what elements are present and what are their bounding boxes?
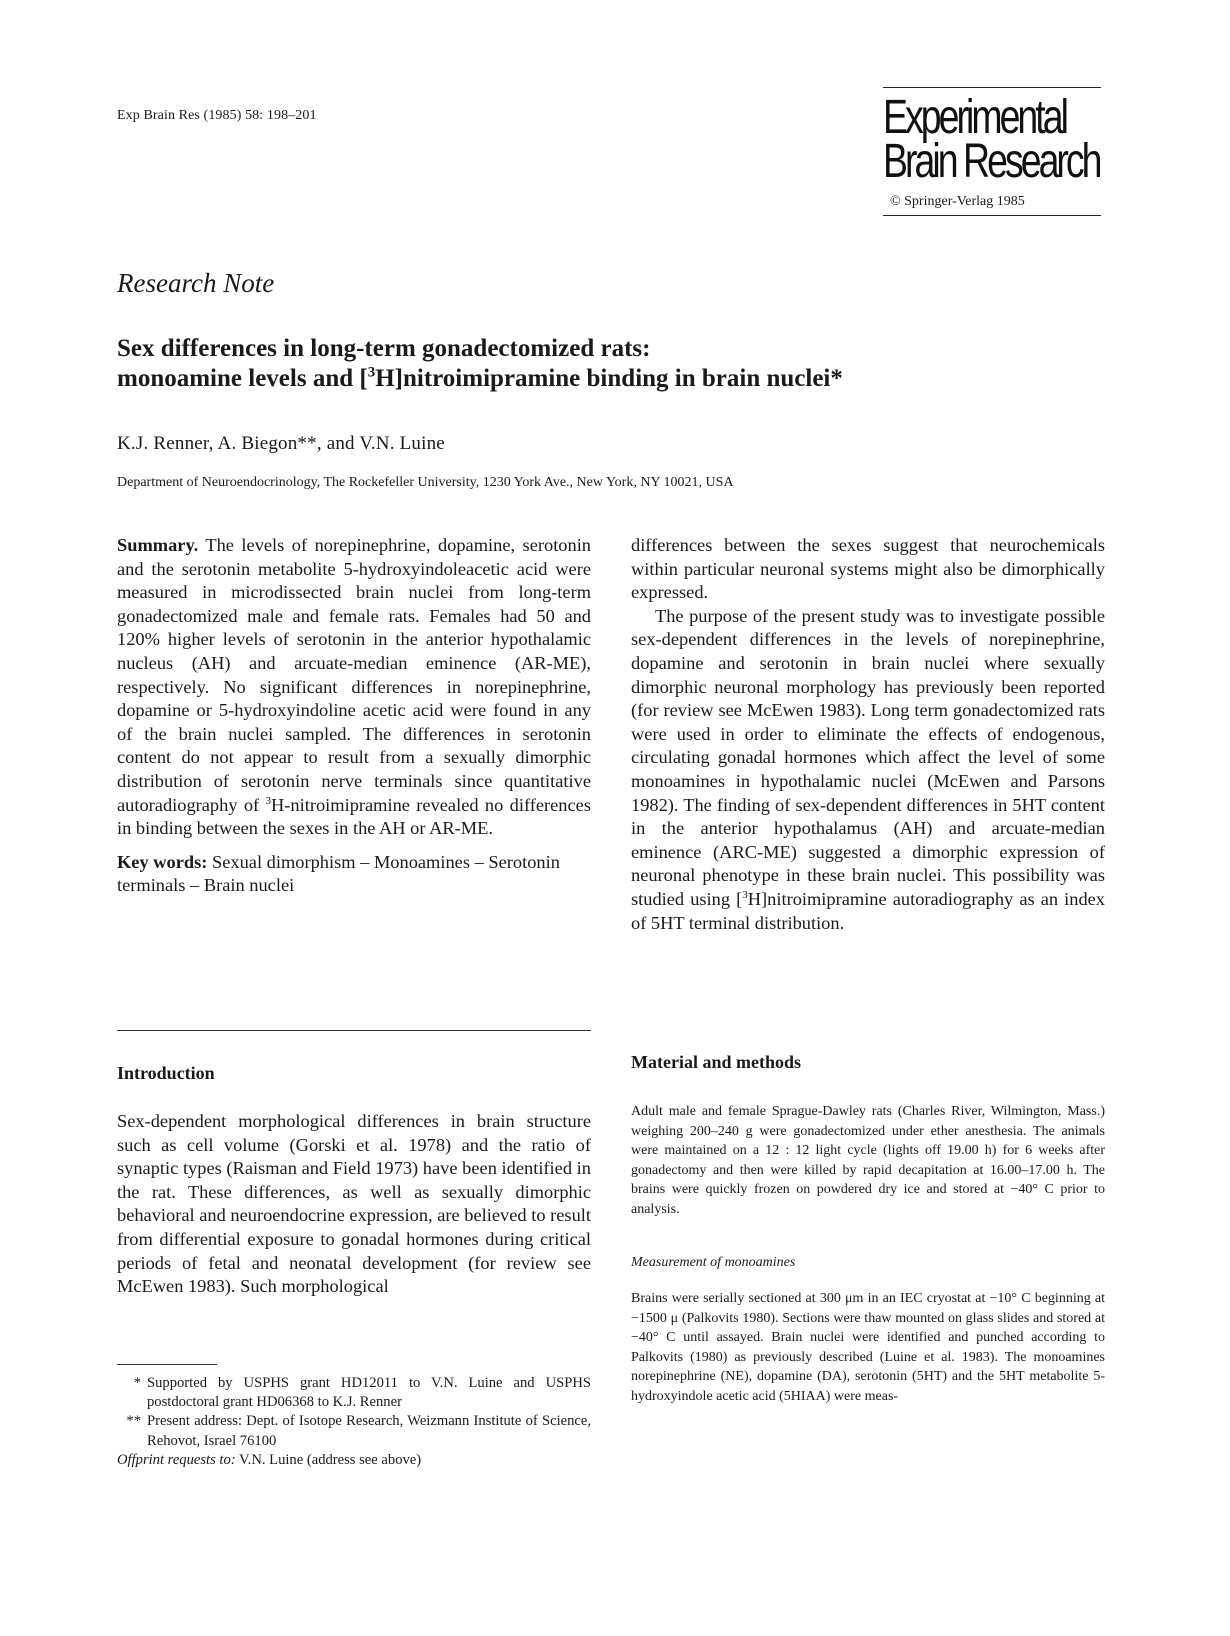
publisher-copyright: © Springer-Verlag 1985 [890,194,1025,209]
footnote-rule [117,1364,217,1365]
methods-paragraph-1: Adult male and female Sprague-Dawley rats (Charles River, Wilmington, Mass.) weighing 200–240 g were gonadectomized under ether anesthesia. The animals were maintained on a 12 : 12 light cycle (lights off 19.00 h) for 6 weeks after gonadectomy and then were killed by rapid decapitation at 16.00–17.00 h. The brains were quickly frozen on powdered dry ice and stored at −40° C prior to analysis. [631,1104,1105,1217]
title-line-1: Sex differences in long-term gonadectomized rats: [117,335,651,362]
logo-bottom-rule [883,215,1101,216]
purpose-text: H]nitroimipramine autoradiography as an index of 5HT terminal distribution. [631,888,1105,933]
purpose-paragraph [631,605,1105,935]
introduction-paragraph: Sex-dependent morphological differences in brain structure such as cell volume (Gorski et al. 1978) and the ratio of synaptic types (Raisman and Field 1973) have been identified in the rat. These differences, as well as sexually dimorphic behavioral and neuroendocrine expression, are believed to result from differential exposure to gonadal hormones during critical periods of fetal and neonatal development (for review see McEwen 1983). Such morphological [117,1111,591,1297]
journal-citation: Exp Brain Res (1985) 58: 198–201 [117,108,317,123]
summary-label: Summary. [117,535,199,555]
footnote-text: Supported by USPHS grant HD12011 to V.N. Luine and USPHS postdoctoral grant HD06368 to K.J. Renner [147,1375,591,1411]
title-text: monoamine levels and [ [117,365,368,392]
keywords-text: Sexual dimorphism – Monoamines – Serotonin terminals – Brain nuclei [117,851,560,896]
footnote-mark: ** [126,1413,141,1430]
footnote-2 [117,1412,591,1450]
summary-text: The levels of norepinephrine, dopamine, serotonin and the serotonin metabolite 5-hydroxyindoleacetic acid were measured in microdissected brain nuclei from long-term gonadectomized male and female rats. Females had 50 and 120% higher levels of serotonin in the anterior hypothalamic nucleus (AH) and arcuate-median eminence (AR-ME), respectively. No significant differences in norepinephrine, dopamine or 5-hydroxyindoline acetic acid were found in any of the brain nuclei sampled. The differences in serotonin content do not appear to result from a sexually dimorphic distribution of serotonin nerve terminals since quantitative autoradiography of [117,535,591,815]
title-superscript: 3 [367,364,376,381]
purpose-text: The purpose of the present study was to investigate possible sex-dependent differences in the levels of norepinephrine, dopamine and serotonin in brain nuclei where sexually dimorphic neuronal morphology has previously been reported (for review see McEwen 1983). Long term gonadectomized rats were used in order to eliminate the effects of endogenous, circulating gonadal hormones which affect the level of some monoamines in hypothalamic nuclei (McEwen and Parsons 1982). The finding of sex-dependent differences in 5HT content in the anterior hypothalamus (AH) and arcuate-median eminence (ARC-ME) suggested a dimorphic expression of neuronal phenotype in these brain nuclei. This possibility was studied using [ [631,605,1105,909]
affiliation: Department of Neuroendocrinology, The Rockefeller University, 1230 York Ave., New York, NY 10021, USA [117,475,734,490]
section-type: Research Note [117,268,275,298]
summary-text: H-nitroimipramine revealed no differences in binding between the sexes in the AH or AR-ME. [117,794,591,839]
footnote-1 [117,1374,591,1412]
intro-continued-paragraph: differences between the sexes suggest that neurochemicals within particular neuronal systems might also be dimorphically expressed. [631,535,1105,603]
right-column-intro [631,534,1105,935]
journal-logo-line2: Brain Research [883,135,1100,188]
keywords-paragraph [117,851,591,898]
offprint-text: V.N. Luine (address see above) [235,1451,422,1468]
article-title [117,334,1117,394]
introduction-section [117,1110,591,1299]
methods-paragraph-2: Brains were serially sectioned at 300 μm in an IEC cryostat at −10° C beginning at −1500 μ (Palkovits 1980). Sections were thaw mounted on glass slides and stored at −40° C until assayed. Brain nuclei were identified and punched according to Palkovits (1980) as previously described (Luine et al. 1983). The monoamines norepinephrine (NE), dopamine (DA), serotonin (5HT) and the 5HT metabolite 5-hydroxyindole acetic acid (5HIAA) were meas- [631,1291,1105,1404]
offprint-request [117,1451,591,1470]
offprint-label: Offprint requests to: [117,1451,236,1468]
title-line-2 [117,364,1117,394]
methods-section [631,1102,1105,1406]
footnote-mark: * [133,1375,141,1391]
footnote-text: Present address: Dept. of Isotope Research, Weizmann Institute of Science, Rehovot, Israel 76100 [147,1413,591,1449]
introduction-heading: Introduction [117,1063,215,1083]
methods-heading: Material and methods [631,1052,801,1072]
footnotes [117,1374,591,1470]
logo-top-rule [883,87,1101,88]
journal-logo-line1: Experimental [883,91,1066,144]
summary-paragraph [117,534,591,841]
summary-section [117,534,591,898]
title-text: H]nitroimipramine binding in brain nuclei* [375,365,843,392]
authors: K.J. Renner, A. Biegon**, and V.N. Luine [117,433,445,454]
methods-subheading: Measurement of monoamines [631,1255,796,1270]
keywords-label: Key words: [117,851,208,872]
summary-superscript: 3 [265,794,272,807]
summary-divider [117,1030,591,1031]
purpose-superscript: 3 [742,888,748,901]
